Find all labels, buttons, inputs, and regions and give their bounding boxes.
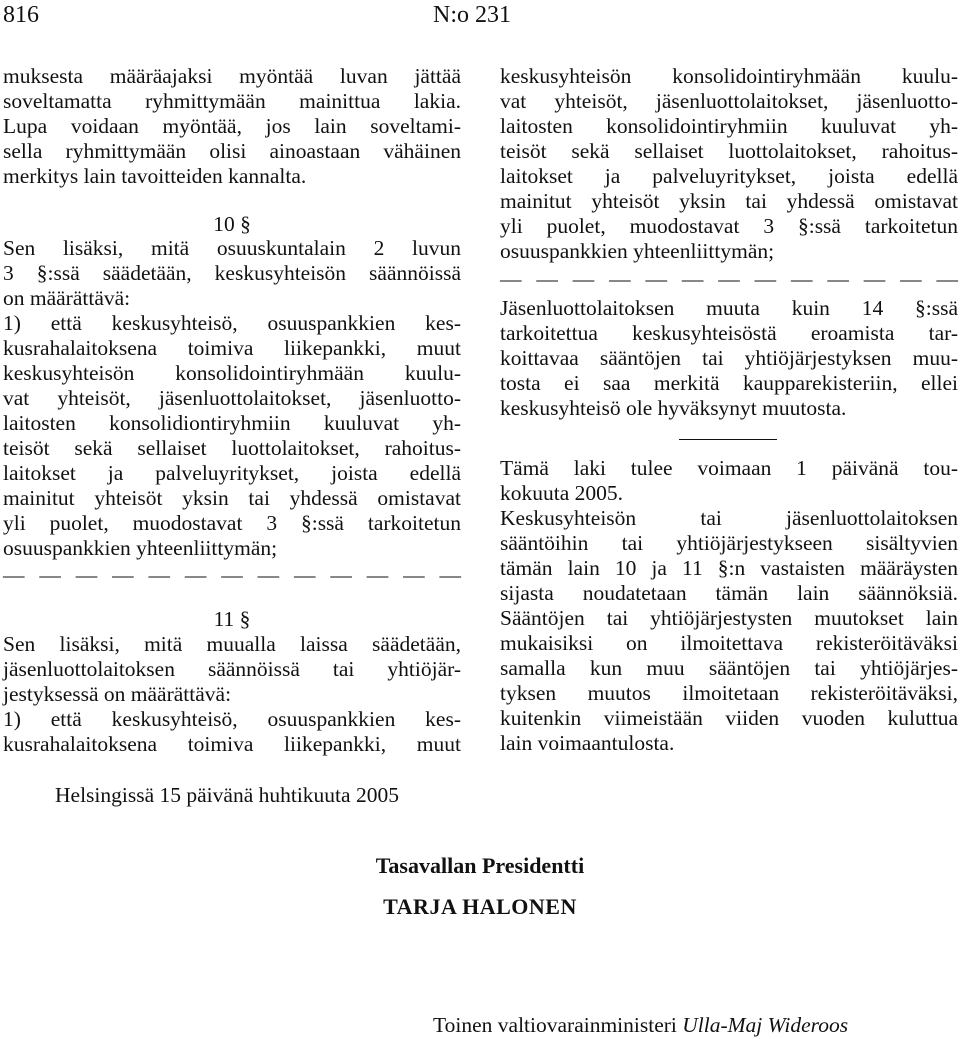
text-line: tarkoitettua keskusyhteisöstä eroamista tar- bbox=[500, 321, 958, 345]
text-line: laitosten konsolidiontiryhmiin kuuluvat yh- bbox=[3, 411, 461, 435]
text-line: Sääntöjen tai yhtiöjärjestysten muutokset lain bbox=[500, 606, 958, 630]
text-line: Tämä laki tulee voimaan 1 päivänä tou- bbox=[500, 456, 958, 480]
text-line: kokuuta 2005. bbox=[500, 481, 624, 505]
section-divider bbox=[679, 439, 777, 440]
text-line: yli puolet, muodostavat 3 §:ssä tarkoitetun bbox=[3, 511, 461, 535]
text-line: tämän lain 10 ja 11 §:n vastaisten määräysten bbox=[500, 556, 958, 580]
signer-title: Tasavallan Presidentti bbox=[375, 853, 585, 878]
signer-name: TARJA HALONEN bbox=[383, 894, 577, 919]
text-line: sääntöihin tai yhtiöjärjestykseen sisältyvien bbox=[500, 531, 958, 555]
minister-signature bbox=[433, 1013, 848, 1038]
text-line: teisöt sekä sellaiset luottolaitokset, rahoitus- bbox=[3, 436, 461, 460]
text-line: kusrahalaitoksena toimiva liikepankki, muut bbox=[3, 336, 461, 360]
text-line: teisöt sekä sellaiset luottolaitokset, rahoitus- bbox=[500, 139, 958, 163]
text-line: kusrahalaitoksena toimiva liikepankki, muut bbox=[3, 732, 461, 756]
section-heading-11: 11 § bbox=[213, 607, 251, 631]
text-line: 3 §:ssä säädetään, keskusyhteisön säännöissä bbox=[3, 261, 461, 285]
text-line: muksesta määräajaksi myöntää luvan jättää bbox=[3, 64, 461, 88]
text-line: Keskusyhteisön tai jäsenluottolaitoksen bbox=[500, 506, 958, 530]
text-line: vat yhteisöt, jäsenluottolaitokset, jäsenluotto- bbox=[500, 89, 958, 113]
text-line: tyksen muutos ilmoitetaan rekisteröitäväksi, bbox=[500, 681, 958, 705]
text-line: keskusyhteisön konsolidointiryhmään kuulu- bbox=[500, 64, 958, 88]
text-line: laitosten konsolidointiryhmiin kuuluvat yh- bbox=[500, 114, 958, 138]
issue-number: N:o 231 bbox=[433, 2, 511, 28]
text-line: laitokset ja palveluyritykset, joista edellä bbox=[500, 164, 958, 188]
omission-dashes: — — — — — — — — — — — — — bbox=[500, 267, 958, 291]
text-line: keskusyhteisö ole hyväksynyt muutosta. bbox=[500, 396, 847, 420]
minister-name: Ulla-Maj Wideroos bbox=[682, 1013, 849, 1037]
text-line: keskusyhteisön konsolidointiryhmään kuulu- bbox=[3, 361, 461, 385]
text-line: mainitut yhteisöt yksin tai yhdessä omistavat bbox=[3, 486, 461, 510]
text-line: Sen lisäksi, mitä muualla laissa säädetään, bbox=[3, 632, 461, 656]
text-line: Sen lisäksi, mitä osuuskuntalain 2 luvun bbox=[3, 236, 461, 260]
text-line: laitokset ja palveluyritykset, joista edellä bbox=[3, 461, 461, 485]
text-line: on määrättävä: bbox=[3, 286, 131, 310]
text-line: tosta ei saa merkitä kaupparekisteriin, ellei bbox=[500, 371, 958, 395]
text-line: osuuspankkien yhteenliittymän; bbox=[3, 536, 278, 560]
text-line: mainitut yhteisöt yksin tai yhdessä omistavat bbox=[500, 189, 958, 213]
text-line: lain voimaantulosta. bbox=[500, 731, 675, 755]
section-heading-10: 10 § bbox=[213, 212, 251, 236]
page-number: 816 bbox=[3, 2, 39, 28]
place-and-date: Helsingissä 15 päivänä huhtikuuta 2005 bbox=[55, 783, 399, 807]
text-line: Lupa voidaan myöntää, jos lain soveltami- bbox=[3, 114, 461, 138]
text-line: 1) että keskusyhteisö, osuuspankkien kes- bbox=[3, 311, 461, 335]
text-line: merkitys lain tavoitteiden kannalta. bbox=[3, 164, 307, 188]
text-line: samalla kun muu sääntöjen tai yhtiöjärjes- bbox=[500, 656, 958, 680]
text-line: Jäsenluottolaitoksen muuta kuin 14 §:ssä bbox=[500, 296, 958, 320]
text-line: vat yhteisöt, jäsenluottolaitokset, jäsenluotto- bbox=[3, 386, 461, 410]
text-line: yli puolet, muodostavat 3 §:ssä tarkoitetun bbox=[500, 214, 958, 238]
text-line: kuitenkin viimeistään viiden vuoden kuluttua bbox=[500, 706, 958, 730]
text-line: sella ryhmittymään olisi ainoastaan vähäinen bbox=[3, 139, 461, 163]
text-line: sijasta noudatetaan tämän lain säännöksiä. bbox=[500, 581, 958, 605]
omission-dashes: — — — — — — — — — — — — — bbox=[3, 563, 461, 587]
text-line: jäsenluottolaitoksen säännöissä tai yhtiöjär- bbox=[3, 657, 461, 681]
text-line: soveltamatta ryhmittymään mainittua lakia. bbox=[3, 89, 461, 113]
text-line: osuuspankkien yhteenliittymän; bbox=[500, 239, 775, 263]
text-line: 1) että keskusyhteisö, osuuspankkien kes- bbox=[3, 707, 461, 731]
text-line: mukaisiksi on ilmoitettava rekisteröitäväksi bbox=[500, 631, 958, 655]
text-line: jestyksessä on määrättävä: bbox=[3, 682, 232, 706]
minister-title: Toinen valtiovarainministeri bbox=[433, 1013, 677, 1037]
text-line: koittavaa sääntöjen tai yhtiöjärjestyksen muu- bbox=[500, 346, 958, 370]
